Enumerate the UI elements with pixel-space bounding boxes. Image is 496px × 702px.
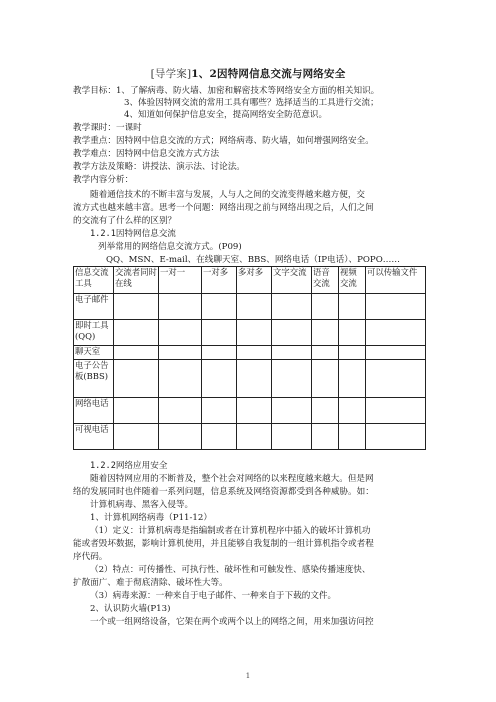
row-label: 网络电话 bbox=[74, 398, 114, 424]
paragraph-line: （1）定义：计算机病毒是指编制或者在计算机程序中插入的破坏计算机功 bbox=[90, 526, 371, 536]
paragraph-line: 流方式也越来越丰富。思考一个问题：网络出现之前与网络出现之后，人们之间 bbox=[73, 203, 374, 213]
paragraph-line: 络的发展同时也伴随着一系列问题，信息系统及网络资源都受到各种威胁。如： bbox=[73, 487, 374, 497]
table-cell bbox=[366, 424, 426, 450]
paragraph-line: 的交流有了什么样的区别？ bbox=[73, 216, 177, 226]
paragraph-line: 序代码。 bbox=[73, 552, 108, 562]
objective-line-1: 教学目标：1、了解病毒、防火墙、加密和解密技术等网络安全方面的相关知识。 bbox=[73, 86, 380, 96]
table-cell bbox=[339, 424, 366, 450]
table-row bbox=[74, 424, 426, 450]
table-cell bbox=[159, 320, 202, 346]
table-cell bbox=[114, 320, 159, 346]
table-cell bbox=[339, 398, 366, 424]
row-label: 聊天室 bbox=[74, 346, 114, 360]
table-cell bbox=[202, 320, 237, 346]
table-cell bbox=[339, 320, 366, 346]
objective-line-3: 3、体验因特网交流的常用工具有哪些？选择适当的工具进行交流； bbox=[124, 98, 379, 108]
table-header-cell: 视频交流 bbox=[339, 267, 366, 294]
lesson-hours: 教学课时：一课时 bbox=[73, 123, 142, 133]
paragraph-line: 能或者毁坏数据，影响计算机使用，并且能够自我复制的一组计算机指令或者程 bbox=[73, 539, 374, 549]
table-cell bbox=[339, 360, 366, 398]
paragraph-line: （3）病毒来源：一种来自于电子邮件、一种来自于下载的文件。 bbox=[90, 591, 337, 601]
title-main: 1、2因特网信息交流与网络安全 bbox=[191, 68, 346, 80]
row-label: 电子公告板(BBS) bbox=[74, 360, 114, 398]
table-row bbox=[74, 346, 426, 360]
table-cell bbox=[114, 346, 159, 360]
paragraph-line: 一个或一组网络设备，它架在两个或两个以上的网络之间，用来加强访问控 bbox=[90, 617, 374, 627]
subsection-heading: 1、计算机网络病毒（P11-12） bbox=[90, 513, 212, 523]
table-cell bbox=[272, 424, 312, 450]
table-cell bbox=[114, 360, 159, 398]
table-row bbox=[74, 320, 426, 346]
table-cell bbox=[366, 360, 426, 398]
table-cell bbox=[159, 346, 202, 360]
objective-line-4: 4、知道如何保护信息安全，提高网络安全防范意识。 bbox=[124, 110, 328, 120]
title-bracket: [导学案] bbox=[150, 68, 192, 80]
table-cell bbox=[366, 294, 426, 320]
tools-list: QQ、MSN、E-mail、在线聊天室、BBS、网络电话（IP电话）、POPO…… bbox=[106, 255, 400, 265]
paragraph-line: 扩散面广、难于彻底清除、破坏性大等。 bbox=[73, 578, 228, 588]
table-cell bbox=[272, 320, 312, 346]
table-cell bbox=[272, 360, 312, 398]
table-header-cell: 一对多 bbox=[202, 267, 237, 294]
table-cell bbox=[202, 346, 237, 360]
table-header-row bbox=[74, 267, 426, 294]
list-intro: 列举常用的网络信息交流方式。(P09) bbox=[98, 242, 242, 252]
table-cell bbox=[366, 398, 426, 424]
paragraph-line: 计算机病毒、黑客入侵等。 bbox=[90, 500, 194, 510]
table-header-cell: 语音交流 bbox=[312, 267, 339, 294]
table-cell bbox=[366, 320, 426, 346]
table-cell bbox=[312, 320, 339, 346]
section-heading: 1.2.2网络应用安全 bbox=[90, 461, 168, 471]
table-header-cell: 一对一 bbox=[159, 267, 202, 294]
subsection-heading: 2、认识防火墙(P13) bbox=[90, 604, 171, 614]
paragraph-line: 随着因特网应用的不断普及，整个社会对网络的以来程度越来越大。但是网 bbox=[90, 474, 374, 484]
table-cell bbox=[237, 398, 272, 424]
table-cell bbox=[312, 294, 339, 320]
table-cell bbox=[237, 360, 272, 398]
table-header-cell: 多对多 bbox=[237, 267, 272, 294]
communication-tools-table bbox=[73, 266, 426, 450]
table-cell bbox=[366, 346, 426, 360]
table-header-cell: 可以传输文件 bbox=[366, 267, 426, 294]
table-cell bbox=[114, 294, 159, 320]
table-cell bbox=[159, 360, 202, 398]
table-cell bbox=[312, 360, 339, 398]
table-cell bbox=[159, 294, 202, 320]
key-points: 教学重点：因特网中信息交流的方式；网络病毒、防火墙，如何增强网络安全。 bbox=[73, 136, 374, 146]
table-row bbox=[74, 360, 426, 398]
row-label: 可视电话 bbox=[74, 424, 114, 450]
table-cell bbox=[159, 424, 202, 450]
teaching-methods: 教学方法及策略：讲授法、演示法、讨论法。 bbox=[73, 162, 245, 172]
row-label: 电子邮件 bbox=[74, 294, 114, 320]
table-cell bbox=[312, 398, 339, 424]
table-cell bbox=[202, 360, 237, 398]
table-cell bbox=[202, 294, 237, 320]
section-heading: 1.2.1因特网信息交流 bbox=[90, 229, 177, 239]
table-cell bbox=[202, 398, 237, 424]
difficult-points: 教学难点：因特网中信息交流方式方法 bbox=[73, 149, 220, 159]
table-cell bbox=[202, 424, 237, 450]
table-header-cell: 交流者同时在线 bbox=[114, 267, 159, 294]
page-number: 1 bbox=[245, 672, 251, 680]
table-row bbox=[74, 294, 426, 320]
table-cell bbox=[237, 424, 272, 450]
table-cell bbox=[272, 398, 312, 424]
table-cell bbox=[237, 320, 272, 346]
table-header-cell: 信息交流工具 bbox=[74, 267, 114, 294]
table-cell bbox=[339, 294, 366, 320]
table-cell bbox=[312, 346, 339, 360]
table-cell bbox=[237, 294, 272, 320]
table-cell bbox=[159, 398, 202, 424]
table-cell bbox=[272, 346, 312, 360]
table-cell bbox=[312, 424, 339, 450]
table-cell bbox=[339, 346, 366, 360]
table-row bbox=[74, 398, 426, 424]
table-cell bbox=[114, 424, 159, 450]
paragraph-line: （2）特点：可传播性、可执行性、破坏性和可触发性、感染传播速度快、 bbox=[90, 565, 371, 575]
document-title bbox=[0, 66, 496, 81]
table-cell bbox=[237, 346, 272, 360]
table-cell bbox=[272, 294, 312, 320]
table-cell bbox=[114, 398, 159, 424]
paragraph-line: 随着通信技术的不断丰富与发展，人与人之间的交流变得越来越方便，交 bbox=[90, 190, 366, 200]
table-header-cell: 文字交流 bbox=[272, 267, 312, 294]
row-label: 即时工具(QQ) bbox=[74, 320, 114, 346]
content-analysis-heading: 教学内容分析： bbox=[73, 175, 134, 185]
